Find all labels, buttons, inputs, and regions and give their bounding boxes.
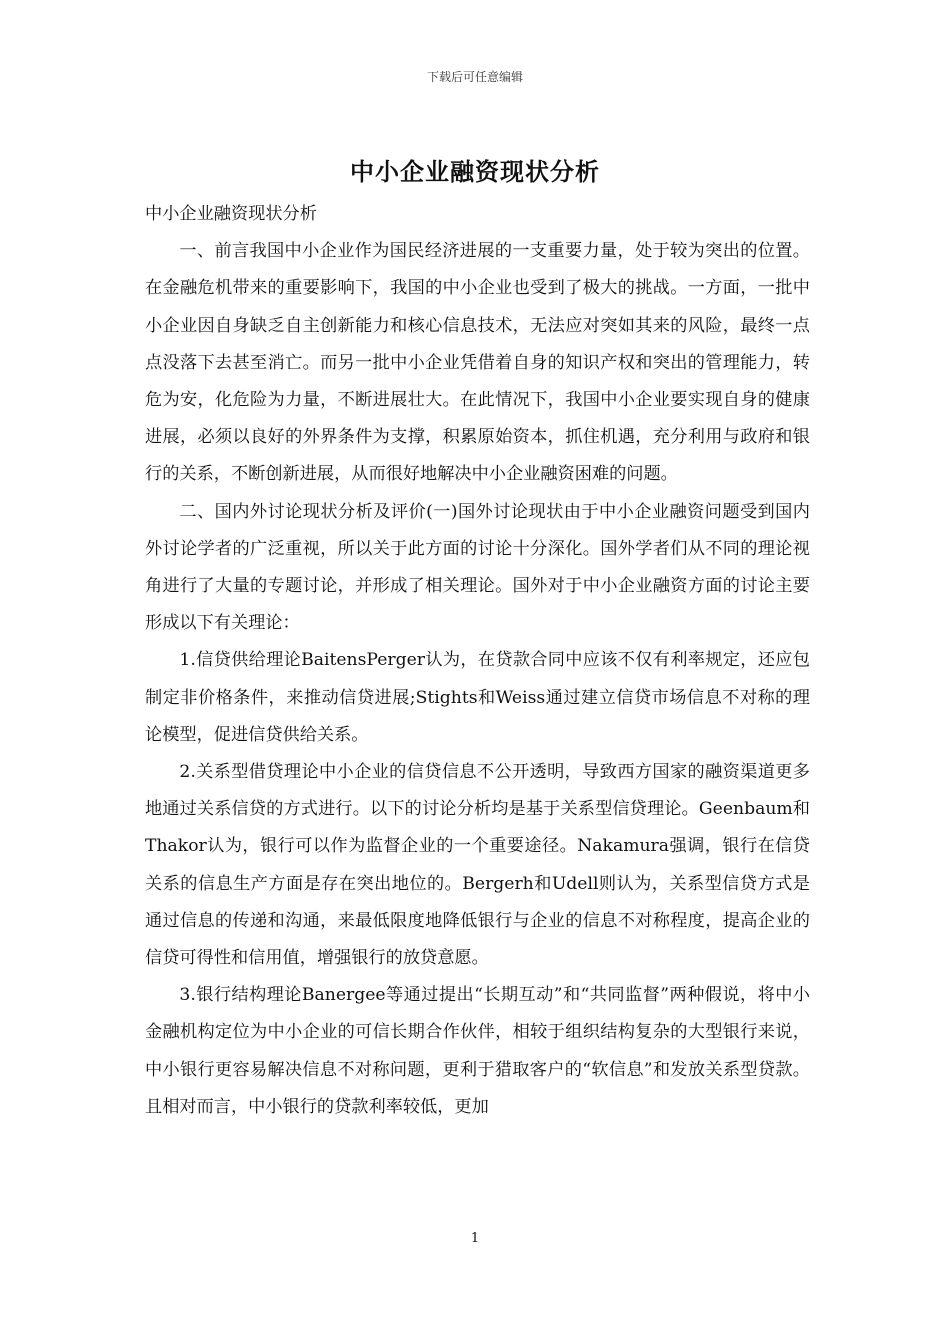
document-body xyxy=(145,196,810,1126)
paragraph-bank-structure-theory: 3.银行结构理论Banergee等通过提出“长期互动”和“共同监督”两种假说，将中小金融机构定位为中小企业的可信长期合作伙伴，相较于组织结构复杂的大型银行来说，中小银行更容易解决信息不对称问题，更利于猎取客户的“软信息”和发放关系型贷款。且相对而言，中小银行的贷款利率较低，更加 xyxy=(145,985,810,1117)
page-number: 1 xyxy=(470,1231,480,1246)
paragraph-relationship-lending-theory: 2.关系型借贷理论中小企业的信贷信息不公开透明，导致西方国家的融资渠道更多地通过关系信贷的方式进行。以下的讨论分析均是基于关系型信贷理论。Geenbaum和Thakor认为，银行可以作为监督企业的一个重要途径。Nakamura强调，银行在信贷关系的信息生产方面是存在突出地位的。Bergerh和Udell则认为，关系型信贷方式是通过信息的传递和沟通，来最低限度地降低银行与企业的信息不对称程度，提高企业的信贷可得性和信用值，增强银行的放贷意愿。 xyxy=(145,762,810,969)
paragraph-research-status: 二、国内外讨论现状分析及评价(一)国外讨论现状由于中小企业融资问题受到国内外讨论学者的广泛重视，所以关于此方面的讨论十分深化。国外学者们从不同的理论视角进行了大量的专题讨论，并形成了相关理论。国外对于中小企业融资方面的讨论主要形成以下有关理论： xyxy=(145,501,810,634)
page-header: 下载后可任意编辑 xyxy=(426,70,523,84)
document-subtitle: 中小企业融资现状分析 xyxy=(145,204,317,224)
paragraph-intro: 一、前言我国中小企业作为国民经济进展的一支重要力量，处于较为突出的位置。在金融危机带来的重要影响下，我国的中小企业也受到了极大的挑战。一方面，一批中小企业因自身缺乏自主创新能力和核心信息技术，无法应对突如其来的风险，最终一点点没落下去甚至消亡。而另一批中小企业凭借着自身的知识产权和突出的管理能力，转危为安，化危险为力量，不断进展壮大。在此情况下，我国中小企业要实现自身的健康进展，必须以良好的外界条件为支撑，积累原始资本，抓住机遇，充分利用与政府和银行的关系，不断创新进展，从而很好地解决中小企业融资困难的问题。 xyxy=(145,241,810,485)
document-title: 中小企业融资现状分析 xyxy=(350,157,600,186)
paragraph-credit-supply-theory: 1.信贷供给理论BaitensPerger认为，在贷款合同中应该不仅有利率规定，还应包制定非价格条件，来推动信贷进展;Stights和Weiss通过建立信贷市场信息不对称的理论模型，促进信贷供给关系。 xyxy=(145,650,810,745)
